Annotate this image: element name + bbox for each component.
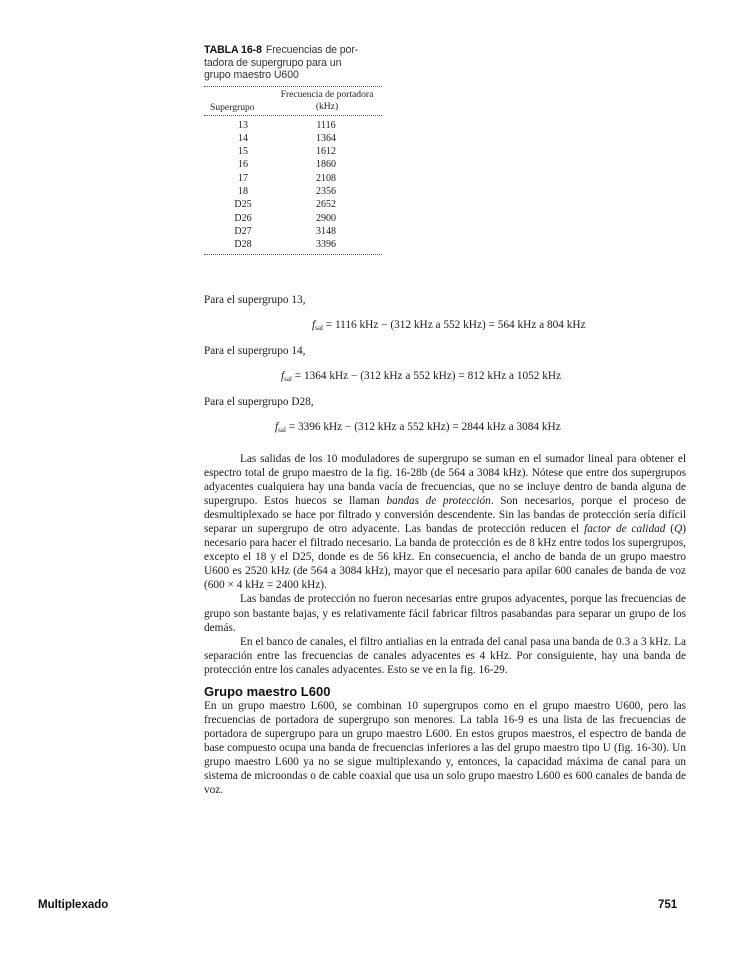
- equation-13: $f_{sal} = 1116$ kHz − (312 kHz a 552 kHz) = 564 kHz a 804 kHz: [312, 319, 586, 332]
- table-caption: TABLA 16-8 Frecuencias de por- tadora de supergrupo para un grupo maestro U600: [204, 44, 359, 81]
- cell-frequency: 3396: [316, 239, 336, 251]
- paragraph-l600: En un grupo maestro L600, se combinan 10 supergrupos como en el grupo maestro U600, pero las frecuencias de portadora de supergrupo son menores. La tabla 16-9 es una lista de las frecuencias de portadora de supergrupo para un grupo maestro L600. En estos grupos maestros, el espectro de banda de base compuesto ocupa una banda de frecuencias inferiores a las del grupo maestro tipo U (fig. 16-30). Un grupo maestro L600 ya no se sigue multiplexando y, entonces, la capacidad máxima de canal para un sistema de microondas o de cable coaxial que usa un solo grupo maestro L600 es 600 canales de banda de voz.: [204, 699, 686, 797]
- table-row: [204, 119, 382, 132]
- cell-supergroup: 16: [238, 159, 248, 171]
- running-footer-section: Multiplexado: [38, 899, 109, 911]
- table-bottom-rule: [204, 254, 382, 255]
- cell-frequency: 2108: [316, 172, 336, 184]
- cell-supergroup: D28: [234, 239, 252, 251]
- table-row: [204, 132, 382, 145]
- table-row: [204, 145, 382, 158]
- cell-supergroup: 14: [238, 132, 248, 144]
- section-heading: Grupo maestro L600: [204, 683, 331, 699]
- cell-frequency: 2356: [316, 185, 336, 197]
- cell-frequency: 2652: [316, 199, 336, 211]
- example-label-13: Para el supergrupo 13,: [204, 294, 306, 306]
- table-row: [204, 225, 382, 238]
- table-body: [204, 116, 382, 255]
- cell-supergroup: 18: [238, 185, 248, 197]
- paragraph-guard-bands: Las salidas de los 10 moduladores de supergrupo se suman en el sumador lineal para obtener el espectro total de grupo maestro de la fig. 16-28b (de 564 a 3084 kHz). Nótese que entre dos supergrupos adyacentes cualquiera hay una banda vacía de frecuencias, que no se incluye dentro de banda alguna de supergrupo. Estos huecos se llaman bandas de protección. Son necesarios, porque el proceso de desmultiplexado se hace por filtrado y conversión descendente. Sin las bandas de protección sería difícil separar un supergrupo de otro adyacente. Las bandas de protección reducen el factor de calidad (Q) necesario para hacer el filtrado necesario. La banda de protección es de 8 kHz entre todos los supergrupos, excepto el 18 y el D25, donde es de 56 kHz. En consecuencia, el ancho de banda de un grupo maestro U600 es 2520 kHz (de 564 a 3084 kHz), mayor que el necesario para apilar 600 canales de banda de voz (600 × 4 kHz = 2400 kHz).: [204, 453, 686, 592]
- cell-supergroup: D26: [234, 212, 252, 224]
- table-label: TABLA 16-8: [204, 44, 262, 56]
- table-row: [204, 185, 382, 198]
- cell-frequency: 3148: [316, 225, 336, 237]
- cell-frequency: 1612: [316, 146, 336, 158]
- paragraph-channel-bank: En el banco de canales, el filtro antialias en la entrada del canal pasa una banda de 0.3 a 3 kHz. La separación entre las frecuencias de canales adyacentes es 4 kHz. Por consiguiente, hay una banda de protección entre los canales adyacentes. Esto se ve en la fig. 16-29.: [204, 635, 686, 676]
- table-16-8: [204, 44, 382, 255]
- example-label-d28: Para el supergrupo D28,: [204, 396, 314, 408]
- example-label-14: Para el supergrupo 14,: [204, 345, 306, 357]
- table-row: [204, 158, 382, 171]
- cell-frequency: 1860: [316, 159, 336, 171]
- table-row: [204, 238, 382, 251]
- table-row: [204, 212, 382, 225]
- cell-supergroup: 13: [238, 119, 248, 131]
- body-text: [204, 452, 686, 797]
- cell-supergroup: D27: [234, 225, 252, 237]
- cell-supergroup: 15: [238, 146, 248, 158]
- table-row: [204, 172, 382, 185]
- table-header: [204, 87, 382, 115]
- cell-supergroup: D25: [234, 199, 252, 211]
- paragraph-group-guard: Las bandas de protección no fueron necesarias entre grupos adyacentes, porque las frecuencias de grupo son bastante bajas, y es relativamente fácil fabricar filtros pasabandas para separar un grupo de los demás.: [204, 593, 686, 634]
- equation-14: $f_{sal} = 1364$ kHz − (312 kHz a 552 kHz) = 812 kHz a 1052 kHz: [281, 370, 562, 383]
- col-header-frequency: Frecuencia de portadora (kHz): [280, 88, 374, 112]
- page-number: 751: [658, 899, 678, 911]
- cell-supergroup: 17: [238, 172, 248, 184]
- cell-frequency: 1364: [316, 132, 336, 144]
- col-header-supergroup: Supergrupo: [210, 101, 255, 113]
- table-row: [204, 198, 382, 211]
- equation-d28: $f_{sal} = 3396$ kHz − (312 kHz a 552 kHz) = 2844 kHz a 3084 kHz: [275, 421, 561, 434]
- cell-frequency: 2900: [316, 212, 336, 224]
- cell-frequency: 1116: [316, 119, 336, 131]
